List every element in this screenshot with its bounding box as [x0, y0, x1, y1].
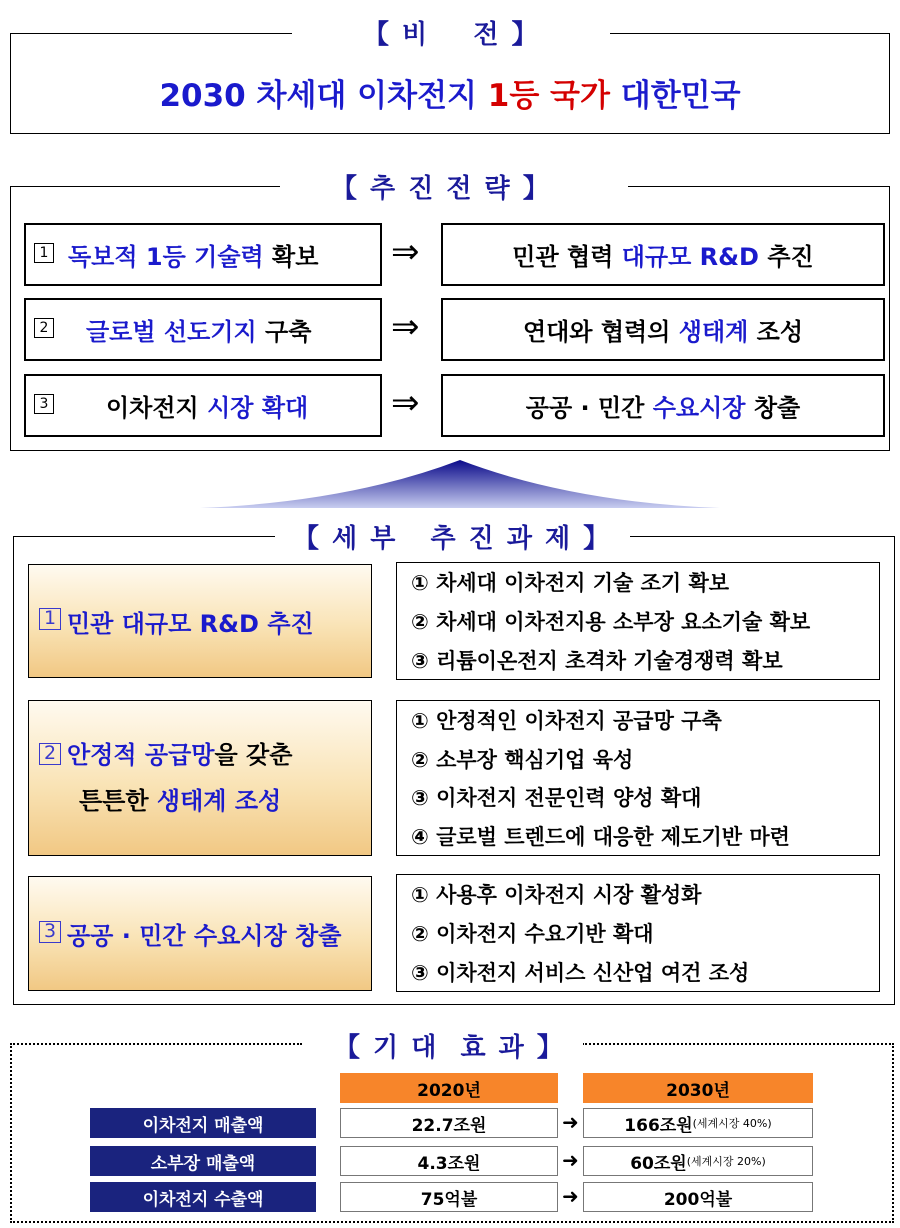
vision-top-line-right — [610, 33, 890, 34]
task-group-3-label: 공공 · 민간 수요시장 창출 — [67, 922, 342, 950]
task-group-3 — [28, 876, 372, 991]
strategy-left-3-black: 이차전지 — [106, 394, 208, 422]
list-item: ② 소부장 핵심기업 육성 — [411, 747, 634, 772]
effect-2030-note-2: (세계시장 20%) — [686, 1155, 766, 1168]
effect-label-1: 이차전지 매출액 — [90, 1108, 316, 1138]
number-box-2: 2 — [39, 743, 61, 765]
list-item: ③ 이차전지 서비스 신산업 여건 조성 — [411, 960, 750, 985]
list-item: ① 사용후 이차전지 시장 활성화 — [411, 883, 702, 908]
strategy-left-3 — [24, 374, 382, 437]
strategy-left-2 — [24, 298, 382, 361]
list-item: ③ 리튬이온전지 초격차 기술경쟁력 확보 — [411, 648, 783, 673]
tasks-top-line-right — [630, 536, 895, 537]
strategy-left-2-blue: 글로벌 선도기지 — [86, 318, 257, 346]
vision-text-red: 1등 국가 — [487, 78, 610, 114]
double-arrow-icon: ⇒ — [391, 232, 420, 272]
task-list-3 — [396, 874, 880, 992]
effect-2030-value-3 — [583, 1182, 813, 1212]
number-box-1: 1 — [39, 608, 61, 630]
effect-2030-amount-3: 200억불 — [663, 1189, 733, 1210]
strategy-right-2 — [441, 298, 885, 361]
list-item: ① 안정적인 이차전지 공급망 구축 — [411, 709, 722, 734]
task-group-1-label: 민관 대규모 R&D 추진 — [67, 609, 314, 638]
effect-2030-value-2 — [583, 1146, 813, 1176]
strategy-left-1-blue: 독보적 1등 기술력 — [68, 243, 264, 271]
strategy-left-3-blue: 시장 확대 — [207, 394, 309, 422]
number-box-3: 3 — [39, 921, 61, 943]
effect-2020-value-2: 4.3조원 — [340, 1146, 558, 1176]
vision-text-post: 대한민국 — [609, 78, 741, 114]
vision-top-line-left — [10, 33, 292, 34]
strategy-left-2-black: 구축 — [256, 318, 312, 346]
vision-title: 【 비 전 】 — [345, 14, 558, 51]
right-arrow-icon: ➜ — [562, 1110, 579, 1134]
effect-2030-amount-2: 60조원 — [630, 1153, 687, 1174]
strategy-right-2-post: 조성 — [748, 318, 804, 346]
list-item: ② 차세대 이차전지용 소부장 요소기술 확보 — [411, 609, 811, 634]
strategy-right-1-blue: 대규모 R&D — [621, 243, 759, 271]
effects-title: 【 기 대 효 과 】 — [316, 1027, 583, 1064]
column-header-2020: 2020년 — [340, 1073, 558, 1103]
tasks-title: 【 세 부 추 진 과 제 】 — [275, 518, 629, 555]
task-group-2 — [28, 700, 372, 856]
strategy-right-3-post: 창출 — [745, 394, 801, 422]
number-box-3: 3 — [34, 394, 54, 414]
task-list-2 — [396, 700, 880, 856]
right-arrow-icon: ➜ — [562, 1184, 579, 1208]
effect-2020-value-3: 75억불 — [340, 1182, 558, 1212]
effects-top-line-right — [582, 1043, 894, 1045]
upward-arrow-icon — [200, 458, 720, 510]
tasks-top-line-left — [13, 536, 275, 537]
list-item: ④ 글로벌 트렌드에 대응한 제도기반 마련 — [411, 824, 790, 849]
effect-2020-value-1: 22.7조원 — [340, 1108, 558, 1138]
strategy-title: 【 추 진 전 략 】 — [313, 168, 569, 205]
strategy-right-1-post: 추진 — [758, 243, 814, 271]
right-arrow-icon: ➜ — [562, 1148, 579, 1172]
strategy-right-3-pre: 공공 · 민간 — [525, 394, 653, 422]
number-box-1: 1 — [34, 243, 54, 263]
task-group-2-blue-2: 생태계 조성 — [156, 787, 282, 815]
task-group-1 — [28, 564, 372, 678]
vision-text-pre: 2030 차세대 이차전지 — [159, 78, 488, 114]
effect-2030-note-1: (세계시장 40%) — [692, 1117, 772, 1130]
double-arrow-icon: ⇒ — [391, 383, 420, 423]
strategy-right-3 — [441, 374, 885, 437]
number-box-2: 2 — [34, 318, 54, 338]
strategy-top-line-right — [628, 186, 890, 187]
column-header-2030: 2030년 — [583, 1073, 813, 1103]
list-item: ① 차세대 이차전지 기술 조기 확보 — [411, 571, 730, 596]
task-list-1 — [396, 562, 880, 680]
strategy-right-3-blue: 수요시장 — [652, 394, 746, 422]
strategy-right-2-blue: 생태계 — [678, 318, 749, 346]
strategy-right-1-pre: 민관 협력 — [512, 243, 622, 271]
strategy-left-1 — [24, 223, 382, 286]
strategy-right-2-pre: 연대와 협력의 — [522, 318, 679, 346]
task-group-2-blue-1: 안정적 공급망 — [67, 741, 215, 769]
vision-text — [10, 70, 890, 115]
double-arrow-icon: ⇒ — [391, 307, 420, 347]
effects-top-line-left — [10, 1043, 302, 1045]
task-group-2-black-2: 튼튼한 — [79, 787, 157, 815]
effect-label-2: 소부장 매출액 — [90, 1146, 316, 1176]
strategy-left-1-black: 확보 — [263, 243, 319, 271]
effect-2030-value-1 — [583, 1108, 813, 1138]
effect-2030-amount-1: 166조원 — [624, 1115, 693, 1136]
strategy-right-1 — [441, 223, 885, 286]
list-item: ③ 이차전지 전문인력 양성 확대 — [411, 786, 702, 811]
list-item: ② 이차전지 수요기반 확대 — [411, 921, 654, 946]
task-group-2-black-1: 을 갖춘 — [214, 741, 293, 769]
effect-label-3: 이차전지 수출액 — [90, 1182, 316, 1212]
strategy-top-line-left — [10, 186, 280, 187]
